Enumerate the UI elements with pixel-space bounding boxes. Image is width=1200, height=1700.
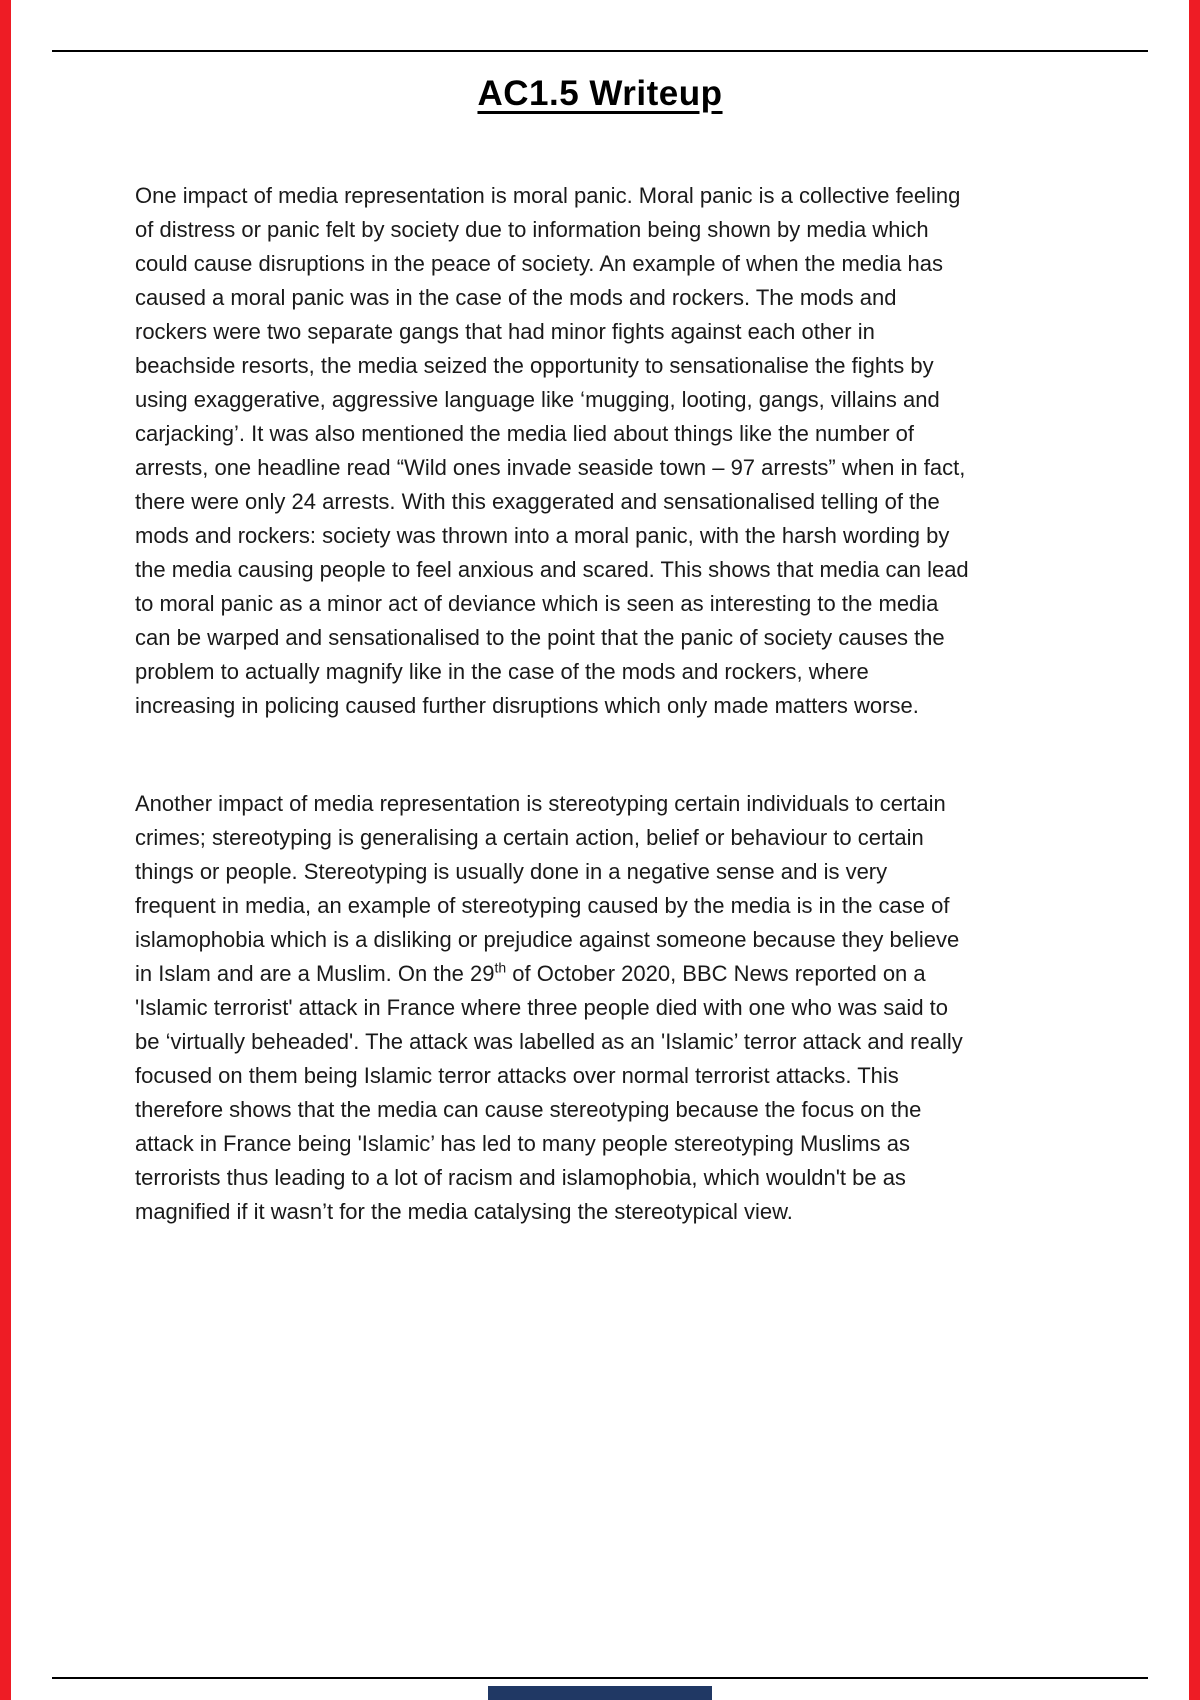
paragraph-stereotyping-part2: of October 2020, BBC News reported on a 'Islamic terrorist' attack in France where three people died with one who was said to be ‘virtually beheaded'. The attack was labelled as an 'Islamic’ terror attack and really focused on them being Islamic terror attacks over normal terrorist attacks. This therefore shows that the media can cause stereotyping because the focus on the attack in France being 'Islamic’ has led to many people stereotyping Muslims as terrorists thus leading to a lot of racism and islamophobia, which wouldn't be as magnified if it wasn’t for the media catalysing the stereotypical view. (135, 961, 963, 1224)
right-border-bar (1189, 0, 1200, 1700)
bottom-horizontal-rule (52, 1677, 1148, 1679)
paragraph-stereotyping-part1: Another impact of media representation is stereotyping certain individuals to certain crimes; stereotyping is generalising a certain action, belief or behaviour to certain things or people. Stereotyping is usually done in a negative sense and is very frequent in media, an example of stereotyping caused by the media is in the case of islamophobia which is a disliking or prejudice against someone because they believe in Islam and are a Muslim. On the 29 (135, 791, 960, 986)
paragraph-stereotyping (135, 787, 973, 1229)
ordinal-superscript: th (494, 959, 507, 976)
page-title: AC1.5 Writeup (477, 74, 723, 113)
left-border-bar (0, 0, 11, 1700)
document-body (135, 179, 973, 1229)
top-horizontal-rule (52, 50, 1148, 52)
paragraph-moral-panic: One impact of media representation is moral panic. Moral panic is a collective feeling of distress or panic felt by society due to information being shown by media which could cause disruptions in the peace of society. An example of when the media has caused a moral panic was in the case of the mods and rockers. The mods and rockers were two separate gangs that had minor fights against each other in beachside resorts, the media seized the opportunity to sensationalise the fights by using exaggerative, aggressive language like ‘mugging, looting, gangs, villains and carjacking’. It was also mentioned the media lied about things like the number of arrests, one headline read “Wild ones invade seaside town – 97 arrests” when in fact, there were only 24 arrests. With this exaggerated and sensationalised telling of the mods and rockers: society was thrown into a moral panic, with the harsh wording by the media causing people to feel anxious and scared. This shows that media can lead to moral panic as a minor act of deviance which is seen as interesting to the media can be warped and sensationalised to the point that the panic of society causes the problem to actually magnify like in the case of the mods and rockers, where increasing in policing caused further disruptions which only made matters worse. (135, 183, 969, 718)
footer-navy-bar (488, 1686, 712, 1700)
